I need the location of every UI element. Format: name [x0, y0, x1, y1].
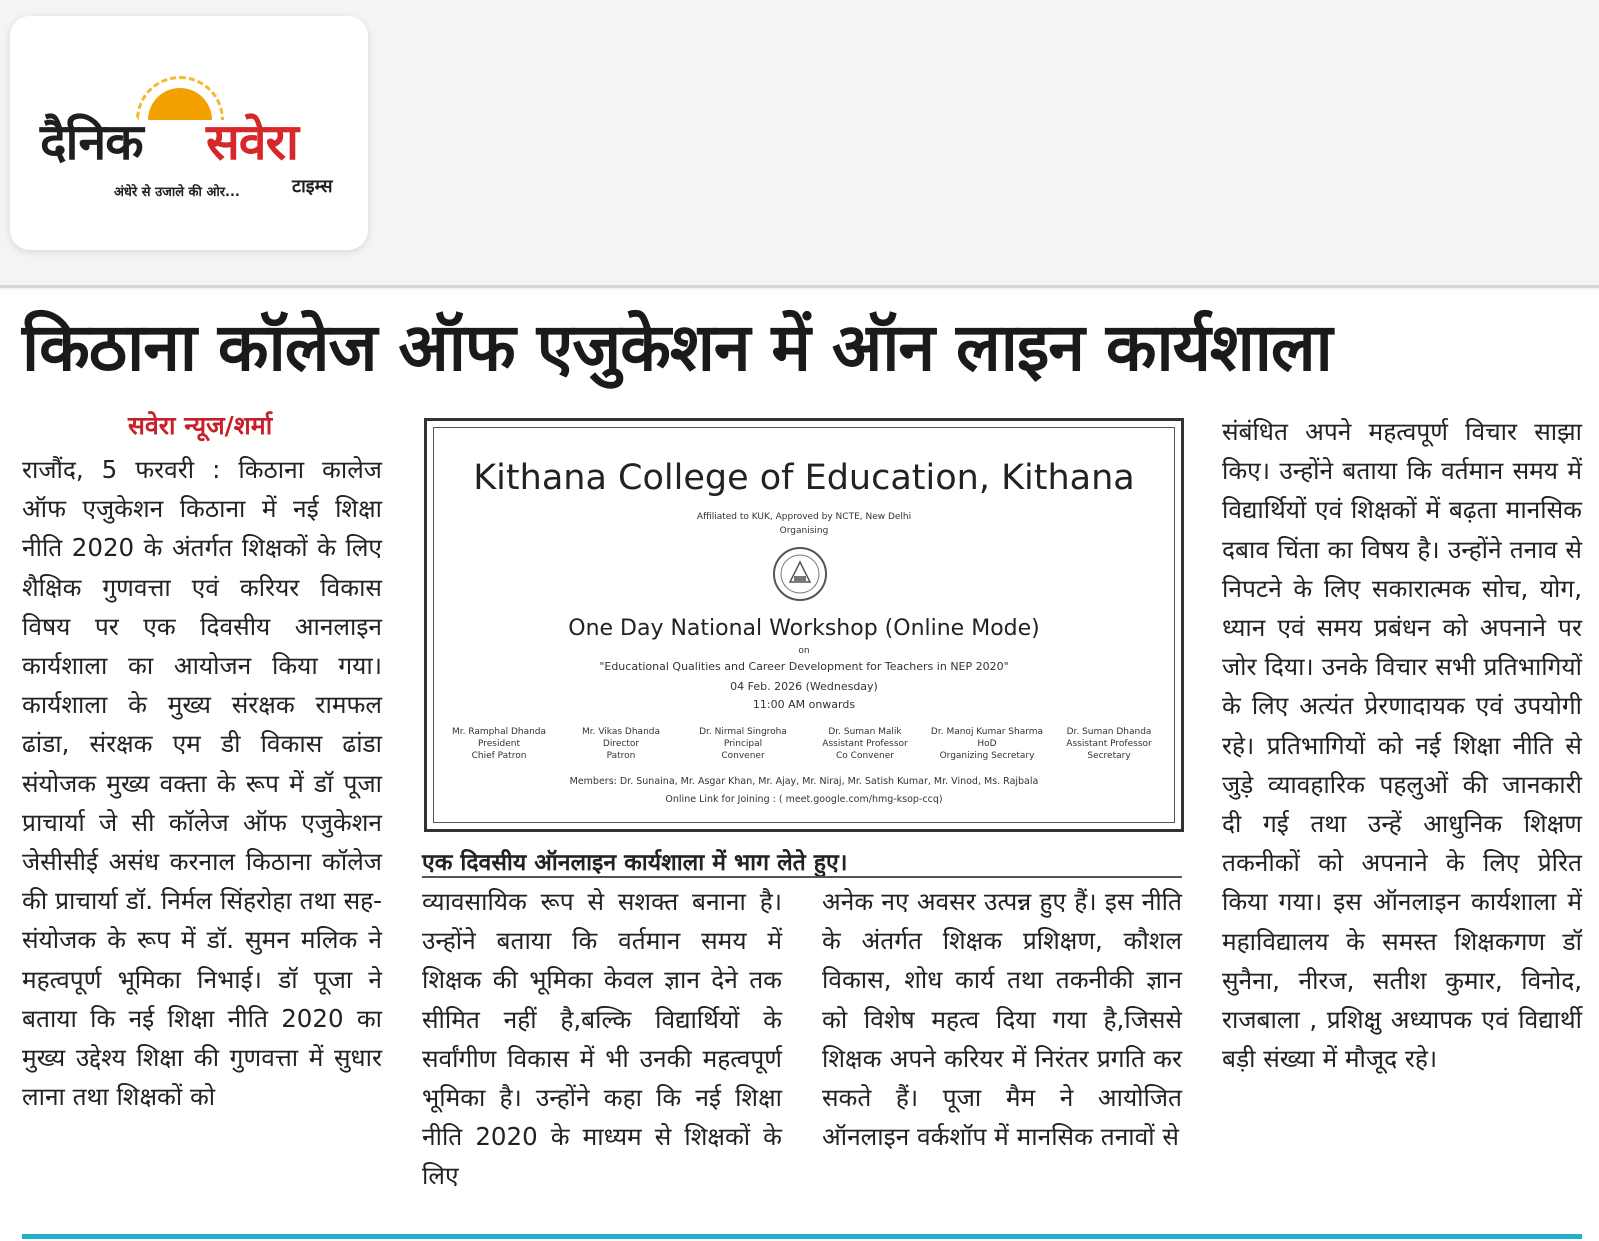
committee-member-name: Dr. Nirmal Singroha — [699, 727, 787, 737]
committee-member-role: Assistant Professor — [822, 739, 908, 749]
photo-caption: एक दिवसीय ऑनलाइन कार्यशाला में भाग लेते हुए। — [422, 850, 848, 876]
masthead-divider — [0, 285, 1599, 288]
committee-member-title: Convener — [721, 751, 765, 761]
article-column-1: राजौंद, 5 फरवरी : किठाना कालेज ऑफ एजुकेशन किठाना में नई शिक्षा नीति 2020 के अंतर्गत शिक्षकों के लिए शैक्षिक गुणवत्ता एवं करियर विकास विषय पर एक दिवसीय आनलाइन कार्यशाला का आयोजन किया गया। कार्यशाला के मुख्य संरक्षक रामफल ढांडा, संरक्षक एम डी विकास ढांडा संयोजक मुख्य वक्ता के रूप में डॉ पूजा प्राचार्या जे सी कॉलेज ऑफ एजुकेशन जेसीसीई असंध करनाल किठाना कॉलेज की प्राचार्या डॉ. निर्मल सिंहरोहा तथा सह-संयोजक के रूप में डॉ. सुमन मलिक ने महत्वपूर्ण भूमिका निभाई। डॉ पूजा ने बताया कि नई शिक्षा नीति 2020 का मुख्य उद्देश्य शिक्षा की गुणवत्ता में सुधार लाना तथा शिक्षकों को — [22, 455, 382, 1112]
committee-member — [562, 726, 680, 762]
committee-member-name: Mr. Vikas Dhanda — [581, 727, 661, 737]
article-byline: सवेरा न्यूज/शर्मा — [128, 411, 273, 440]
logo-word-times: टाइम्स — [292, 176, 333, 197]
committee-member — [1050, 726, 1168, 762]
flyer-on: on — [798, 646, 810, 656]
flyer-theme: "Educational Qualities and Career Development for Teachers in NEP 2020" — [599, 660, 1009, 673]
committee-member-role: President — [478, 739, 520, 749]
committee-member-name: Dr. Manoj Kumar Sharma — [930, 727, 1044, 737]
flyer-affiliation: Affiliated to KUK, Approved by NCTE, New Delhi — [696, 512, 912, 522]
logo-tagline: अंधेरे से उजाले की ओर... — [114, 185, 240, 200]
committee-member-title: Patron — [606, 751, 636, 761]
committee-member — [684, 726, 802, 762]
committee-member-name: Mr. Ramphal Dhanda — [451, 727, 547, 737]
committee-member-title: Co Convener — [836, 751, 894, 761]
article-column-2: व्यावसायिक रूप से सशक्त बनाना है। उन्होंने बताया कि वर्तमान समय में शिक्षक की भूमिका केवल ज्ञान देने तक सीमित नहीं है,बल्कि विद्यार्थियों के सर्वांगीण विकास में भी उनकी महत्वपूर्ण भूमिका है। उन्होंने कहा कि नई शिक्षा नीति 2020 के माध्यम से शिक्षकों के लिए — [422, 887, 782, 1191]
article-column-3: अनेक नए अवसर उत्पन्न हुए हैं। इस नीति के अंतर्गत शिक्षक प्रशिक्षण, कौशल विकास, शोध कार्य तथा तकनीकी ज्ञान को विशेष महत्व दिया गया है,जिससे शिक्षक अपने करियर में निरंतर प्रगति कर सकते हैं। पूजा मैम ने आयोजित ऑनलाइन वर्कशॉप में मानसिक तनावों से — [822, 887, 1182, 1152]
college-seal-icon — [772, 546, 828, 602]
newspaper-logo[interactable] — [10, 16, 368, 250]
flyer-date: 04 Feb. 2026 (Wednesday) — [730, 680, 878, 693]
committee-member-title: Chief Patron — [471, 751, 527, 761]
footer-accent-line — [22, 1234, 1582, 1239]
logo-word-savera: सवेरा — [206, 113, 298, 171]
workshop-flyer-photo — [424, 418, 1184, 832]
committee-member-title: Secretary — [1087, 751, 1131, 761]
caption-divider — [422, 876, 1182, 878]
flyer-college-name: Kithana College of Education, Kithana — [473, 458, 1135, 498]
article-headline: किठाना कॉलेज ऑफ एजुकेशन में ऑन लाइन कार्यशाला — [22, 309, 1332, 386]
logo-word-dainik: दैनिक — [40, 113, 143, 171]
flyer-workshop-title: One Day National Workshop (Online Mode) — [568, 616, 1040, 641]
committee-member-role: Principal — [723, 739, 763, 749]
committee-member — [440, 726, 558, 762]
committee-member-role: HoD — [977, 739, 997, 749]
committee-member-name: Dr. Suman Dhanda — [1066, 727, 1152, 737]
flyer-organising: Organising — [779, 526, 829, 536]
article-column-4: संबंधित अपने महत्वपूर्ण विचार साझा किए। उन्होंने बताया कि वर्तमान समय में विद्यार्थियों एवं शिक्षकों में बढ़ता मानसिक दबाव चिंता का विषय है। उन्होंने तनाव से निपटने के लिए सकारात्मक सोच, योग, ध्यान एवं समय प्रबंधन को अपनाने पर जोर दिया। उनके विचार सभी प्रतिभागियों के लिए अत्यंत प्रेरणादायक एवं उपयोगी रहे। प्रतिभागियों को नई शिक्षा नीति से जुड़े व्यावहारिक पहलुओं की जानकारी दी गई तथा उन्हें आधुनिक शिक्षण तकनीकों को अपनाने के लिए प्रेरित किया गया। इस ऑनलाइन कार्यशाला में महाविद्यालय के समस्त शिक्षकगण डॉ सुनैना, नीरज, सतीश कुमार, विनोद, राजबाला , प्रशिक्षु अध्यापक एवं विद्यार्थी बड़ी संख्या में मौजूद रहे। — [1222, 417, 1582, 1074]
committee-member-title: Organizing Secretary — [939, 751, 1035, 761]
flyer-time: 11:00 AM onwards — [752, 698, 856, 711]
committee-member-role: Director — [602, 739, 640, 749]
flyer-border — [433, 427, 1175, 823]
flyer-committee — [440, 726, 1168, 762]
committee-member-role: Assistant Professor — [1066, 739, 1152, 749]
committee-member — [806, 726, 924, 762]
flyer-meeting-link: Online Link for Joining : ( meet.google.com/hmg-ksop-ccq) — [665, 794, 943, 805]
committee-member-name: Dr. Suman Malik — [828, 727, 902, 737]
committee-member — [928, 726, 1046, 762]
flyer-members: Members: Dr. Sunaina, Mr. Asgar Khan, Mr. Ajay, Mr. Niraj, Mr. Satish Kumar, Mr. Vinod, Ms. Rajbala — [569, 776, 1039, 787]
